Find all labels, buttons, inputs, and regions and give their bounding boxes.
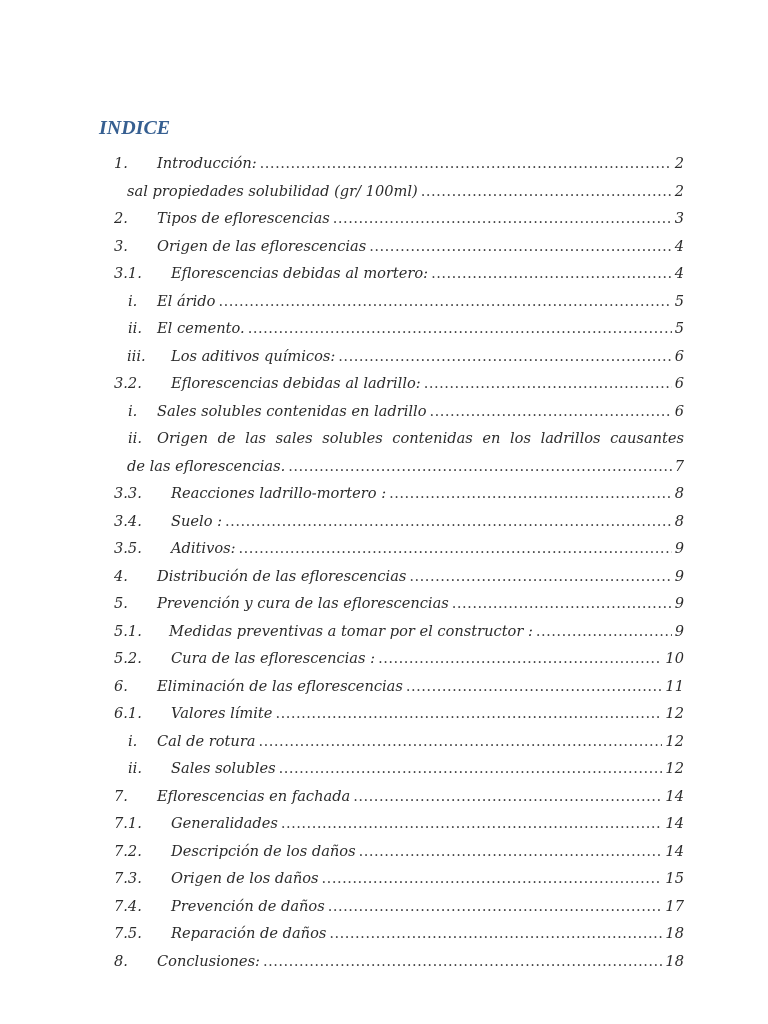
- dot-leader: [288, 453, 671, 481]
- dot-leader: [279, 755, 663, 783]
- toc-entry-page: 14: [665, 787, 684, 805]
- dot-leader: [421, 178, 672, 206]
- toc-entry[interactable]: [0, 205, 768, 233]
- toc-entry-label: El cemento.: [157, 320, 245, 337]
- toc-entry-number: 6.: [114, 677, 128, 695]
- toc-entry-number: 4.: [114, 567, 128, 585]
- toc-entry[interactable]: [0, 893, 768, 921]
- toc-entry[interactable]: [0, 315, 768, 343]
- toc-entry-page: 9: [674, 540, 684, 557]
- dot-leader: [452, 590, 672, 618]
- toc-entry[interactable]: [0, 838, 768, 866]
- toc-entry-number: 3.1.: [114, 265, 142, 282]
- toc-entry-label: Origen de las sales solubles contenidas en los ladrillos causantes: [157, 430, 684, 447]
- toc-entry[interactable]: [0, 288, 768, 316]
- toc-entry-label: Reparación de daños: [171, 925, 327, 942]
- toc-entry[interactable]: [0, 370, 768, 398]
- toc-entry-number: 7.5.: [114, 925, 142, 942]
- dot-leader: [430, 398, 672, 426]
- toc-entry-page: 18: [665, 952, 684, 970]
- toc-entry-page: 14: [665, 842, 684, 860]
- toc-entry-number: 7.: [114, 787, 128, 805]
- dot-leader: [424, 370, 672, 398]
- toc-entry-page: 12: [665, 705, 684, 722]
- toc-entry-label: Suelo :: [171, 512, 223, 530]
- toc-entry-label: Eflorescencias en fachada: [157, 787, 351, 805]
- toc-entry[interactable]: [0, 563, 768, 591]
- toc-entry-number: 6.1.: [114, 705, 142, 722]
- toc-entry-label: Tipos de eflorescencias: [157, 210, 330, 227]
- toc-entry-number: i.: [128, 732, 138, 750]
- toc-entry[interactable]: [0, 480, 768, 508]
- toc-entry[interactable]: [0, 920, 768, 948]
- toc-entry[interactable]: [0, 700, 768, 728]
- toc-entry-label: Origen de los daños: [171, 870, 319, 887]
- toc-entry-label: Medidas preventivas a tomar por el constructor :: [169, 622, 533, 640]
- dot-leader: [409, 563, 671, 591]
- toc-entry-page: 2: [674, 182, 684, 200]
- toc-entry-number: 5.2.: [114, 650, 142, 667]
- toc-entry-page: 8: [674, 512, 684, 530]
- toc-entry-label: Conclusiones:: [157, 952, 260, 970]
- toc-entry-number: 7.1.: [114, 815, 142, 832]
- toc-entry[interactable]: [0, 783, 768, 811]
- toc-entry-number: 5.: [114, 595, 128, 612]
- toc-entry-page: 3: [674, 210, 684, 227]
- dot-leader: [431, 260, 672, 288]
- dot-leader: [259, 728, 663, 756]
- toc-entry-number: 2.: [114, 210, 128, 227]
- toc-entry-label: Introducción:: [157, 155, 257, 172]
- toc-entry[interactable]: [0, 508, 768, 536]
- toc-entry-label: Eliminación de las eflorescencias: [157, 677, 403, 695]
- toc-entry[interactable]: [0, 260, 768, 288]
- toc-entry[interactable]: [0, 755, 768, 783]
- toc-entry-label: Sales solubles: [171, 760, 276, 777]
- dot-leader: [225, 508, 672, 536]
- toc-entry-page: 11: [665, 677, 684, 695]
- toc-entry-page: 14: [665, 815, 684, 832]
- toc-entry-number: 3.: [114, 237, 128, 255]
- toc-entry-page: 9: [674, 622, 684, 640]
- toc-entry-page: 18: [665, 925, 684, 942]
- dot-leader: [406, 673, 663, 701]
- dot-leader: [260, 150, 672, 178]
- toc-entry[interactable]: [0, 233, 768, 261]
- toc-entry-label: Cal de rotura: [157, 732, 256, 750]
- dot-leader: [389, 480, 672, 508]
- toc-entry[interactable]: [0, 398, 768, 426]
- toc-entry-number: ii.: [128, 320, 142, 337]
- toc-entry-page: 9: [674, 567, 684, 585]
- toc-entry-page: 6: [674, 347, 684, 365]
- toc-entry-label: Eflorescencias debidas al mortero:: [171, 265, 429, 282]
- toc-entry-label: Distribución de las eflorescencias: [157, 567, 407, 585]
- dot-leader: [322, 865, 663, 893]
- toc-entry-page: 4: [674, 237, 684, 255]
- toc-entry-page: 12: [665, 760, 684, 777]
- toc-entry-number: 1.: [114, 155, 128, 172]
- toc-entry-number: iii.: [127, 347, 146, 365]
- toc-entry-label: Sales solubles contenidas en ladrillo: [157, 402, 427, 420]
- toc-entry-label: Aditivos:: [171, 540, 236, 557]
- toc-entry[interactable]: [0, 178, 768, 206]
- toc-entry-number: 3.2.: [114, 375, 142, 392]
- toc-entry-label: Prevención de daños: [171, 897, 325, 915]
- toc-entry-label: Descripción de los daños: [171, 842, 356, 860]
- toc-entry-number: 3.4.: [114, 512, 142, 530]
- toc-entry[interactable]: [0, 343, 768, 371]
- dot-leader: [263, 948, 662, 976]
- toc-entry-label: Los aditivos químicos:: [171, 347, 336, 365]
- page-title: INDICE: [99, 117, 171, 139]
- toc-entry-label: Reacciones ladrillo-mortero :: [171, 485, 387, 502]
- toc-entry-number: ii.: [128, 760, 142, 777]
- toc-entry-label: Eflorescencias debidas al ladrillo:: [171, 375, 421, 392]
- toc-entry-number: ii.: [128, 430, 142, 447]
- toc-entry-label: Origen de las eflorescencias: [157, 237, 367, 255]
- toc-entry-number: 3.3.: [114, 485, 142, 502]
- toc-entry-page: 6: [674, 402, 684, 420]
- toc-entry-page: 7: [674, 457, 684, 475]
- toc-entry-label: Prevención y cura de las eflorescencias: [157, 595, 449, 612]
- toc-entry-label: Valores límite: [171, 705, 273, 722]
- toc-entry[interactable]: [0, 425, 768, 453]
- toc-entry[interactable]: [0, 645, 768, 673]
- toc-entry-number: i.: [128, 292, 138, 310]
- toc-entry[interactable]: [0, 948, 768, 976]
- toc-entry-page: 17: [665, 897, 684, 915]
- dot-leader: [275, 700, 662, 728]
- toc-entry-number: i.: [128, 402, 138, 420]
- toc-entry-page: 9: [674, 595, 684, 612]
- toc-entry-number: 8.: [114, 952, 128, 970]
- dot-leader: [353, 783, 662, 811]
- toc-entry-page: 10: [665, 650, 684, 667]
- toc-entry-number: 5.1.: [114, 622, 142, 640]
- toc-entry-page: 6: [674, 375, 684, 392]
- toc-entry-label: sal propiedades solubilidad (gr/ 100ml): [127, 182, 418, 200]
- toc-entry-continuation[interactable]: [0, 453, 768, 481]
- toc-entry-label: Cura de las eflorescencias :: [171, 650, 376, 667]
- toc-entry-number: 7.2.: [114, 842, 142, 860]
- toc-entry-page: 5: [674, 292, 684, 310]
- dot-leader: [359, 838, 663, 866]
- toc-entry[interactable]: [0, 590, 768, 618]
- dot-leader: [281, 810, 663, 838]
- dot-leader: [239, 535, 672, 563]
- dot-leader: [218, 288, 671, 316]
- dot-leader: [329, 920, 662, 948]
- dot-leader: [333, 205, 672, 233]
- toc-entry-page: 8: [674, 485, 684, 502]
- toc-entry-label: Generalidades: [171, 815, 278, 832]
- toc-entry[interactable]: [0, 810, 768, 838]
- toc-entry-number: 7.4.: [114, 897, 142, 915]
- toc-entry-number: 7.3.: [114, 870, 142, 887]
- dot-leader: [378, 645, 662, 673]
- toc-entry[interactable]: [0, 535, 768, 563]
- dot-leader: [328, 893, 663, 921]
- toc-entry[interactable]: [0, 618, 768, 646]
- dot-leader: [369, 233, 671, 261]
- dot-leader: [338, 343, 671, 371]
- toc-entry[interactable]: [0, 673, 768, 701]
- dot-leader: [536, 618, 672, 646]
- toc-entry-page: 2: [674, 155, 684, 172]
- toc-entry-number: 3.5.: [114, 540, 142, 557]
- toc-entry-page: 4: [674, 265, 684, 282]
- toc-entry-page: 5: [674, 320, 684, 337]
- toc-entry[interactable]: [0, 865, 768, 893]
- toc-entry-page: 15: [665, 870, 684, 887]
- toc-entry[interactable]: [0, 728, 768, 756]
- toc-entry-label-continuation: de las eflorescencias.: [127, 457, 286, 475]
- toc-entry[interactable]: [0, 150, 768, 178]
- toc-entry-page: 12: [665, 732, 684, 750]
- toc-entry-label: El árido: [157, 292, 216, 310]
- dot-leader: [248, 315, 672, 343]
